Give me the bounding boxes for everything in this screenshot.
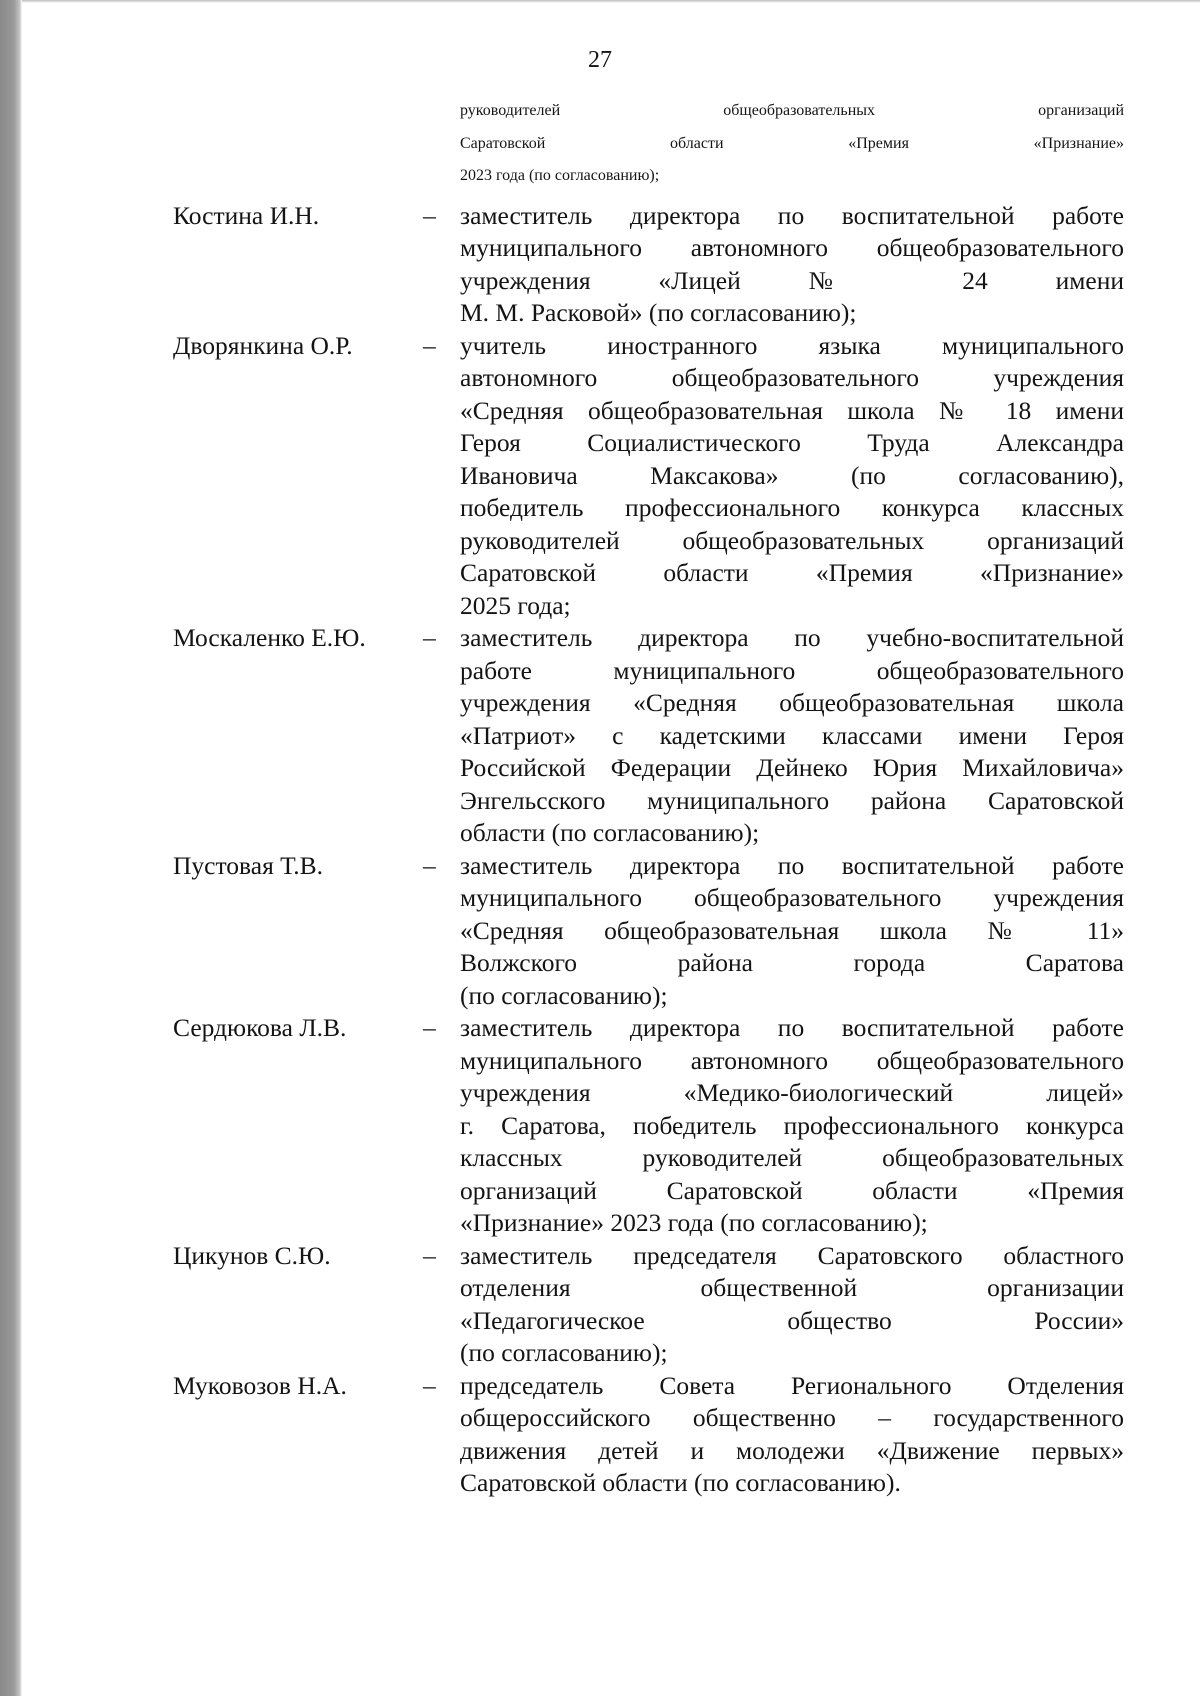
member-description — [460, 330, 1124, 623]
member-row — [173, 622, 1128, 850]
member-description-line: муниципального общеобразовательного учреждения — [460, 883, 1124, 912]
member-description-line: заместитель председателя Саратовского областного — [460, 1240, 1124, 1270]
member-description-line: движения детей и молодежи «Движение первых» — [460, 1435, 1124, 1465]
member-dash: – — [423, 1370, 436, 1400]
member-description — [460, 200, 1124, 330]
member-description-line: председатель Совета Регионального Отделения — [460, 1370, 1124, 1400]
member-description-line: г. Саратова, победитель профессионального конкурса — [460, 1110, 1124, 1140]
member-description-line: Энгельсского муниципального района Саратовской — [460, 785, 1124, 815]
member-description — [460, 1370, 1124, 1500]
member-description-line: общероссийского общественно – государственного — [460, 1403, 1124, 1432]
member-description-line: «Признание» 2023 года (по согласованию); — [460, 1208, 928, 1237]
scan-top-edge — [22, 0, 1200, 3]
continuation-line: руководителей общеобразовательных организаций — [460, 102, 1124, 119]
document-body — [173, 102, 1128, 1500]
member-description — [460, 1012, 1124, 1240]
member-description-line: (по согласованию); — [460, 1338, 668, 1367]
member-description-line: заместитель директора по воспитательной работе — [460, 1013, 1124, 1042]
member-row — [173, 1370, 1128, 1500]
member-description-line: учреждения «Средняя общеобразовательная школа — [460, 688, 1124, 717]
member-dash: – — [423, 200, 436, 230]
member-name: Дворянкина О.Р. — [173, 330, 353, 360]
member-description — [460, 622, 1124, 850]
member-description — [460, 1240, 1124, 1370]
member-description-line: Российской Федерации Дейнеко Юрия Михайловича» — [460, 753, 1124, 782]
scan-left-edge — [0, 0, 22, 1696]
member-description-line: работе муниципального общеобразовательного — [460, 655, 1124, 685]
member-description-line: (по согласованию); — [460, 980, 668, 1010]
member-description-line: учреждения «Лицей № 24 имени — [460, 265, 1124, 295]
member-dash: – — [423, 1013, 436, 1042]
member-list — [173, 200, 1128, 1500]
member-row — [173, 1012, 1128, 1240]
member-name: Пустовая Т.В. — [173, 850, 323, 880]
member-description-line: автономного общеобразовательного учреждения — [460, 363, 1124, 392]
member-description-line: «Педагогическое общество России» — [460, 1305, 1124, 1335]
member-description-line: организаций Саратовской области «Премия — [460, 1175, 1124, 1205]
member-description-line: заместитель директора по воспитательной работе — [460, 850, 1124, 880]
member-description-line: Саратовской области (по согласованию). — [460, 1468, 901, 1497]
continuation-line: Саратовской области «Премия «Признание» — [460, 134, 1124, 152]
member-description-line: «Средняя общеобразовательная школа № 18 имени — [460, 395, 1124, 425]
member-description-line: муниципального автономного общеобразовательного — [460, 233, 1124, 262]
member-dash: – — [423, 330, 436, 360]
member-description-line: классных руководителей общеобразовательных — [460, 1143, 1124, 1172]
member-name: Сердюкова Л.В. — [173, 1013, 347, 1042]
member-description-line: отделения общественной организации — [460, 1273, 1124, 1302]
member-description-line: «Средняя общеобразовательная школа № 11» — [460, 915, 1124, 945]
member-description-line: победитель профессионального конкурса классных — [460, 493, 1124, 522]
member-description — [460, 850, 1124, 1013]
member-name: Муковозов Н.А. — [173, 1370, 347, 1400]
member-description-line: муниципального автономного общеобразовательного — [460, 1045, 1124, 1075]
member-name: Костина И.Н. — [173, 200, 320, 230]
member-description-line: 2025 года; — [460, 590, 571, 620]
member-description-line: Волжского района города Саратова — [460, 948, 1124, 977]
member-description-line: заместитель директора по учебно-воспитательной — [460, 623, 1124, 652]
member-row — [173, 1240, 1128, 1370]
member-description-line: руководителей общеобразовательных организаций — [460, 525, 1124, 555]
member-description-line: «Патриот» с кадетскими классами имени Героя — [460, 720, 1124, 750]
member-description-line: М. М. Расковой» (по согласованию); — [460, 298, 857, 327]
member-row — [173, 850, 1128, 1013]
continuation-line: 2023 года (по согласованию); — [460, 167, 660, 184]
continuation-block — [460, 102, 1124, 200]
member-dash: – — [423, 850, 436, 880]
member-dash: – — [423, 623, 436, 652]
member-description-line: Героя Социалистического Труда Александра — [460, 428, 1124, 457]
member-description-line: области (по согласованию); — [460, 818, 760, 847]
member-description-line: заместитель директора по воспитательной работе — [460, 200, 1124, 230]
member-name: Цикунов С.Ю. — [173, 1240, 331, 1270]
member-description-line: Саратовской области «Премия «Признание» — [460, 558, 1124, 587]
member-description-line: Ивановича Максакова» (по согласованию), — [460, 460, 1124, 490]
member-row — [173, 330, 1128, 623]
page-number: 27 — [588, 47, 612, 73]
member-description-line: учреждения «Медико-биологический лицей» — [460, 1078, 1124, 1107]
member-description-line: учитель иностранного языка муниципального — [460, 330, 1124, 360]
member-dash: – — [423, 1240, 436, 1270]
member-name: Москаленко Е.Ю. — [173, 623, 366, 652]
member-row — [173, 200, 1128, 330]
